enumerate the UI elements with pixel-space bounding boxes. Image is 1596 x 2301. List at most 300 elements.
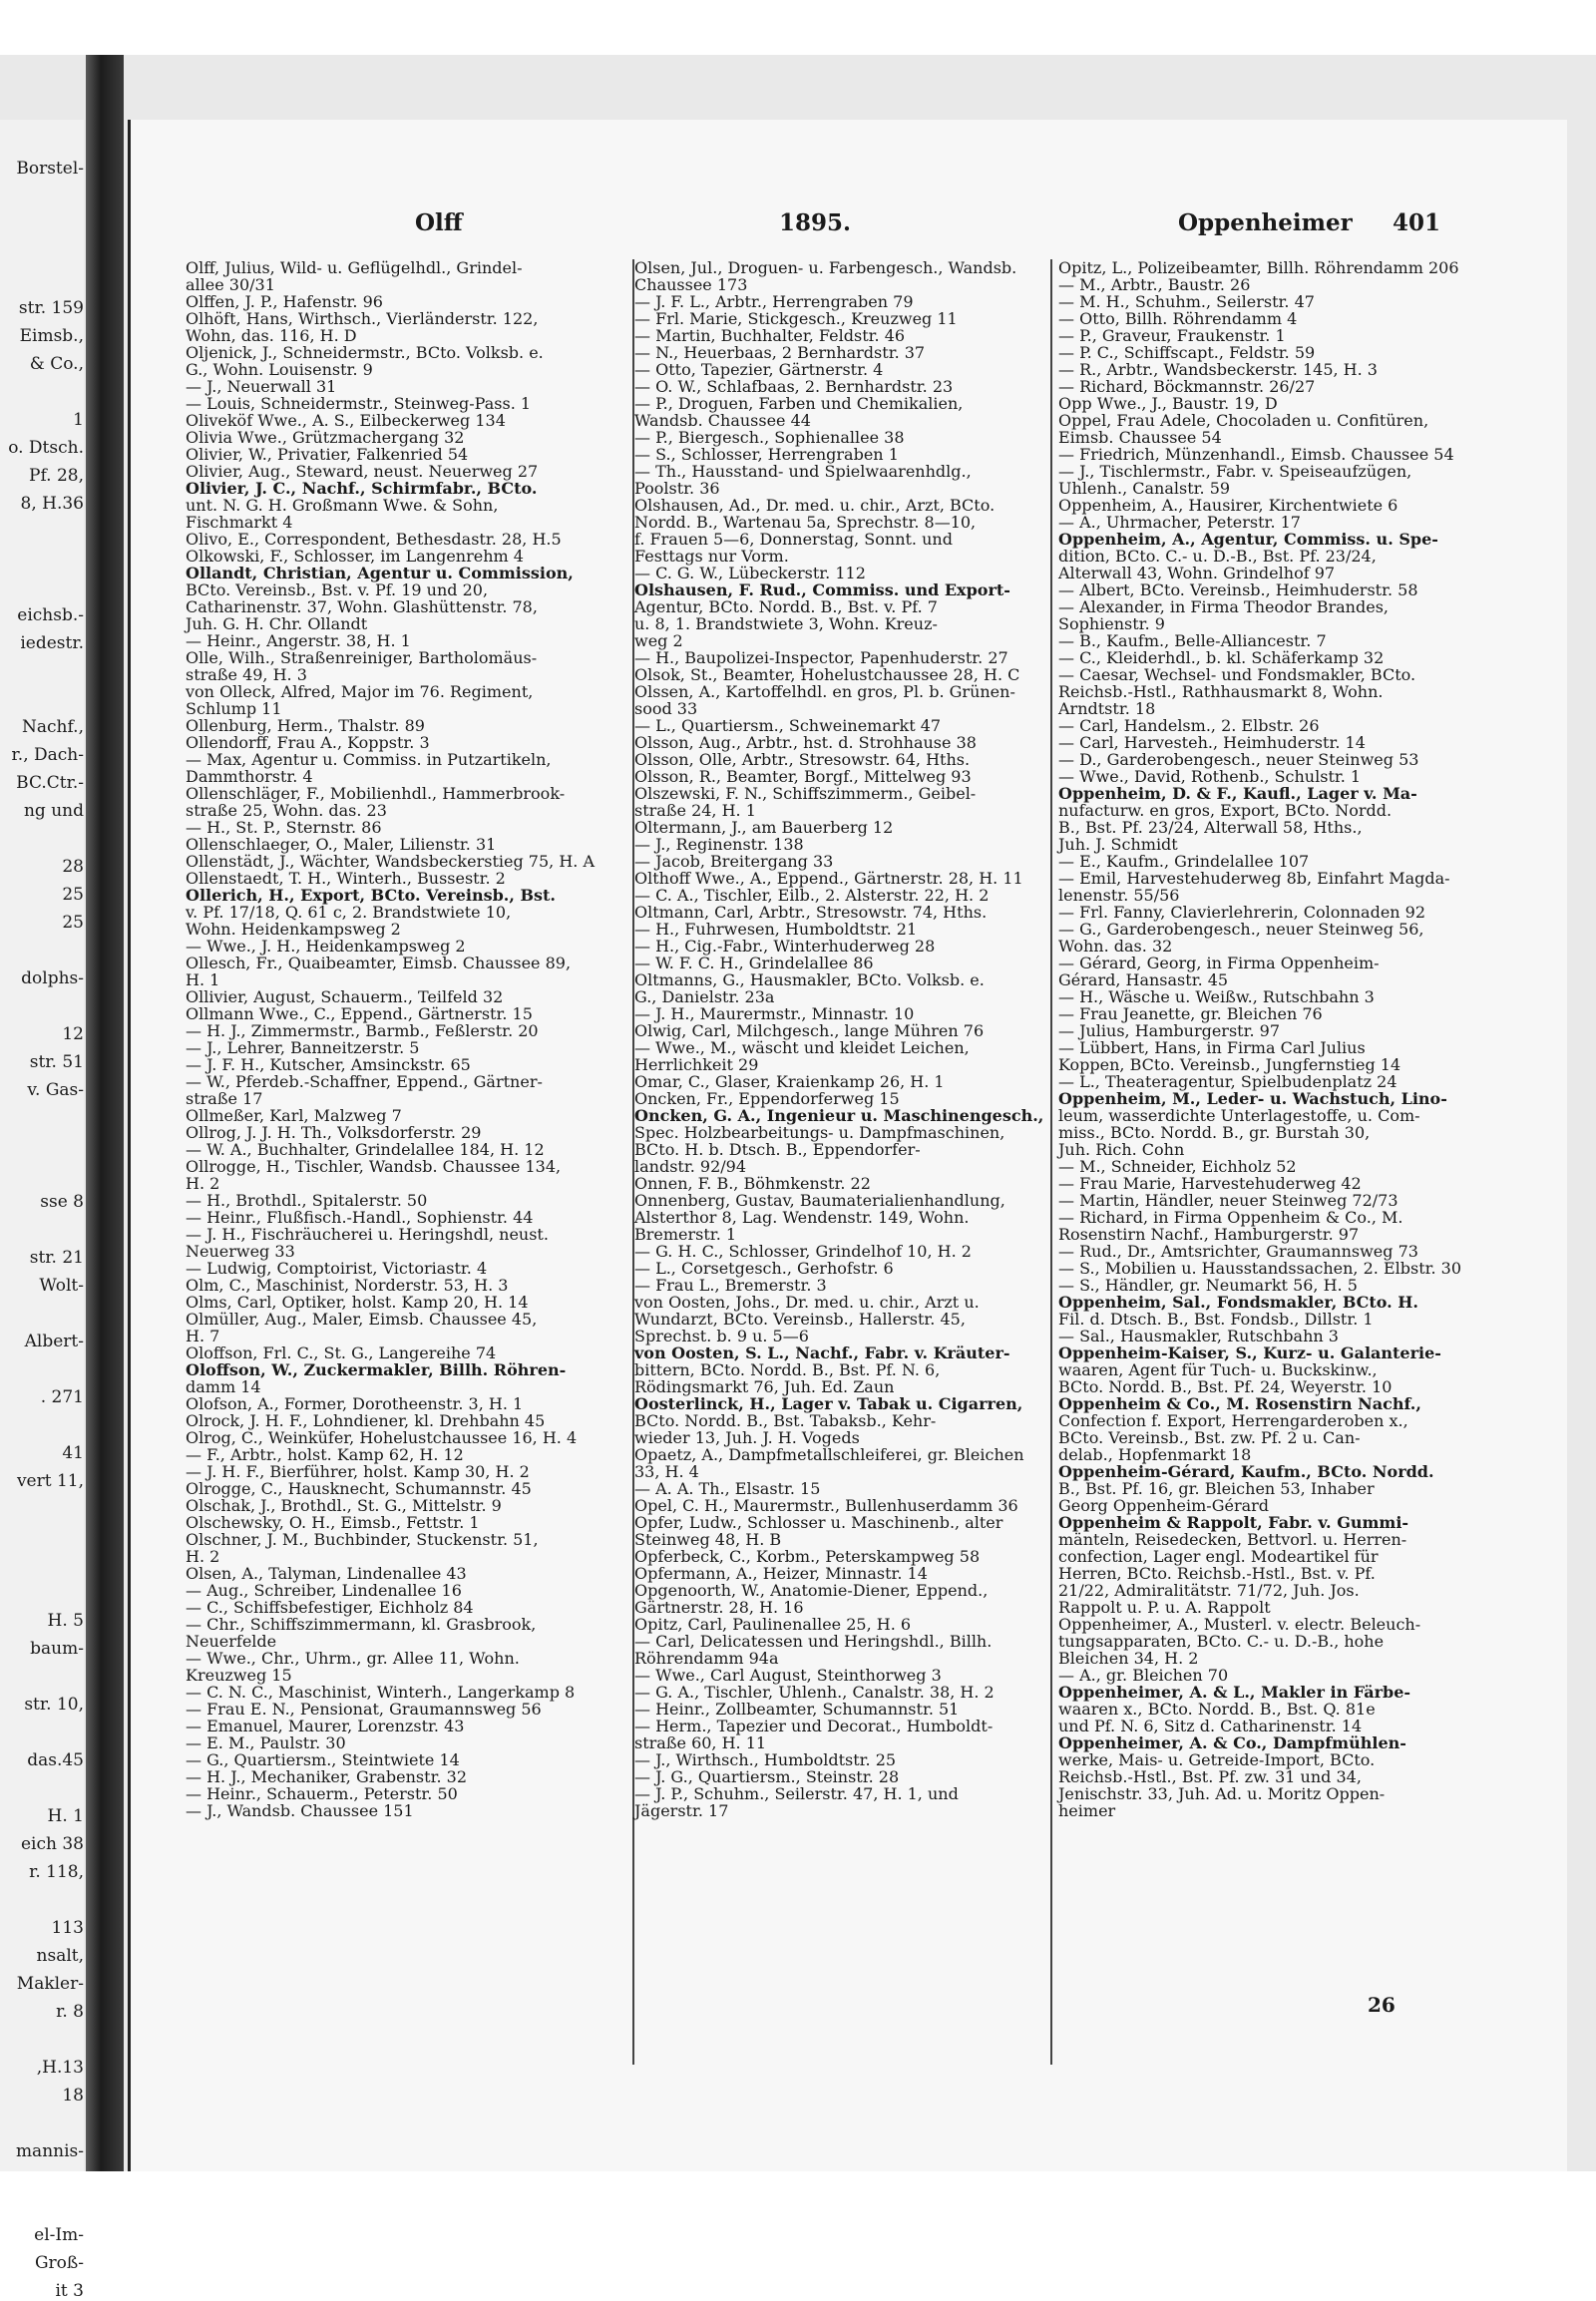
- directory-entry-line: Neuerfelde: [186, 1632, 277, 1651]
- directory-entry-line: — P. C., Schiffscapt., Feldstr. 59: [1058, 343, 1316, 362]
- directory-page: [128, 120, 1567, 2171]
- directory-entry-line: — W. A., Buchhalter, Grindelallee 184, H. 12: [186, 1140, 545, 1159]
- directory-entry-line: — S., Mobilien u. Hausstandssachen, 2. Elbstr. 30: [1058, 1259, 1462, 1278]
- directory-entry-line: Ollenschläger, F., Mobilienhdl., Hammerbrook-: [186, 784, 566, 803]
- directory-entry-line: — Martin, Buchhalter, Feldstr. 46: [634, 326, 906, 345]
- directory-entry-line: confection, Lager engl. Modeartikel für: [1058, 1547, 1379, 1566]
- directory-entry-line: — Gérard, Georg, in Firma Oppenheim-: [1058, 954, 1380, 972]
- directory-entry-line: Olshausen, Ad., Dr. med. u. chir., Arzt, BCto.: [634, 496, 996, 515]
- directory-entry-line: G., Wohn. Louisenstr. 9: [186, 360, 373, 379]
- directory-entry-line: Olms, Carl, Optiker, holst. Kamp 20, H. 14: [186, 1293, 529, 1312]
- directory-entry-line: Olsen, Jul., Droguen- u. Farbengesch., Wandsb.: [634, 258, 1017, 277]
- directory-entry-line: 33, H. 4: [634, 1462, 699, 1481]
- directory-entry-line: — S., Händler, gr. Neumarkt 56, H. 5: [1058, 1276, 1358, 1295]
- directory-entry-line: Opitz, L., Polizeibeamter, Billh. Röhrendamm 206: [1058, 258, 1459, 277]
- directory-entry-line: f. Frauen 5—6, Donnerstag, Sonnt. und: [634, 530, 953, 549]
- directory-entry-line: werke, Mais- u. Getreide-Import, BCto.: [1058, 1750, 1376, 1769]
- directory-entry-line: Ollesch, Fr., Quaibeamter, Eimsb. Chaussee 89,: [186, 954, 572, 972]
- directory-entry-line: Opferbeck, C., Korbm., Peterskampweg 58: [634, 1547, 981, 1566]
- directory-entry-line: Herrlichkeit 29: [634, 1055, 759, 1074]
- directory-entry-line: Ollrogge, H., Tischler, Wandsb. Chaussee 134,: [186, 1157, 562, 1176]
- directory-entry-line: — Sal., Hausmakler, Rutschbahn 3: [1058, 1327, 1339, 1345]
- previous-page-fragment: H. 1: [47, 1806, 84, 1826]
- directory-entry-line: — J., Neuerwall 31: [186, 377, 337, 396]
- previous-page-fragment: mannis-: [15, 2141, 84, 2161]
- directory-entry-line: — Heinr., Schauerm., Peterstr. 50: [186, 1784, 458, 1803]
- directory-entry-line: Steinweg 48, H. B: [634, 1530, 782, 1549]
- directory-entry-line: — J., Wandsb. Chaussee 151: [186, 1801, 414, 1820]
- directory-entry-line: — Richard, Böckmannstr. 26/27: [1058, 377, 1316, 396]
- previous-page-fragment: das.45: [27, 1750, 84, 1770]
- directory-entry-line: Oljenick, J., Schneidermstr., BCto. Volksb. e.: [186, 343, 544, 362]
- directory-entry-line: Olssen, A., Kartoffelhdl. en gros, Pl. b. Grünen-: [634, 682, 1015, 701]
- directory-entry-line: — M. H., Schuhm., Seilerstr. 47: [1058, 292, 1315, 311]
- directory-entry-line: Rödingsmarkt 76, Juh. Ed. Zaun: [634, 1377, 895, 1396]
- directory-entry-line: Opitz, Carl, Paulinenallee 25, H. 6: [634, 1615, 912, 1634]
- directory-entry-line: — J., Wirthsch., Humboldtstr. 25: [634, 1750, 897, 1769]
- directory-entry-line: Ollerich, H., Export, BCto. Vereinsb., Bst.: [186, 886, 556, 905]
- directory-entry-line: allee 30/31: [186, 275, 275, 294]
- directory-entry-line: H. 2: [186, 1174, 220, 1193]
- directory-entry-line: Koppen, BCto. Vereinsb., Jungfernstieg 14: [1058, 1055, 1401, 1074]
- previous-page-fragment: ng und: [23, 801, 84, 821]
- previous-page-fragment: nsalt,: [36, 1946, 84, 1966]
- directory-entry-line: Oppenheimer, A., Musterl. v. electr. Beleuch-: [1058, 1615, 1421, 1634]
- directory-entry-line: — C. A., Tischler, Eilb., 2. Alsterstr. 22, H. 2: [634, 886, 990, 905]
- directory-entry-line: dition, BCto. C.- u. D.-B., Bst. Pf. 23/24,: [1058, 547, 1377, 566]
- directory-entry-line: — J., Tischlermstr., Fabr. v. Speiseaufzügen,: [1058, 462, 1412, 481]
- previous-page-fragment: Borstel-: [16, 159, 84, 179]
- previous-page-fragment: str. 10,: [24, 1695, 84, 1715]
- directory-entry-line: — H., Fuhrwesen, Humboldtstr. 21: [634, 920, 918, 939]
- directory-entry-line: Oppel, Frau Adele, Chocoladen u. Confitüren,: [1058, 411, 1429, 430]
- directory-entry-line: — Jacob, Breitergang 33: [634, 852, 834, 871]
- directory-entry-line: Fischmarkt 4: [186, 513, 293, 532]
- previous-page-fragment: r. 8: [56, 2002, 84, 2022]
- previous-page-fragment: 41: [62, 1443, 84, 1463]
- previous-page-fragment: Eimsb.,: [19, 326, 84, 346]
- directory-entry-line: Oppenheim, M., Leder- u. Wachstuch, Lino-: [1058, 1089, 1447, 1108]
- previous-page-fragment: 28: [62, 857, 84, 877]
- previous-page-fragment: Groß-: [34, 2253, 84, 2273]
- directory-entry-line: Onnenberg, Gustav, Baumaterialienhandlung,: [634, 1191, 1005, 1210]
- directory-entry-line: Wundarzt, BCto. Vereinsb., Hallerstr. 45,: [634, 1310, 966, 1329]
- directory-entry-line: H. 7: [186, 1327, 220, 1345]
- directory-entry-line: Opgenoorth, W., Anatomie-Diener, Eppend.,: [634, 1581, 989, 1600]
- directory-entry-line: Ollenstaedt, T. H., Winterh., Bussestr. 2: [186, 869, 506, 888]
- previous-page-fragment: eich 38: [20, 1834, 84, 1854]
- directory-entry-line: — A., Uhrmacher, Peterstr. 17: [1058, 513, 1301, 532]
- page-number: 401: [1393, 209, 1441, 236]
- previous-page-fragment: 8, H.36: [20, 494, 84, 514]
- directory-entry-line: Olsson, R., Beamter, Borgf., Mittelweg 93: [634, 767, 972, 786]
- directory-entry-line: — Frl. Marie, Stickgesch., Kreuzweg 11: [634, 309, 958, 328]
- directory-entry-line: von Oosten, Johs., Dr. med. u. chir., Arzt u.: [634, 1293, 980, 1312]
- directory-entry-line: Oltmanns, G., Hausmakler, BCto. Volksb. e.: [634, 970, 985, 989]
- directory-entry-line: Ollmeßer, Karl, Malzweg 7: [186, 1106, 402, 1125]
- directory-entry-line: — Ludwig, Comptoirist, Victoriastr. 4: [186, 1259, 488, 1278]
- directory-entry-line: — C. G. W., Lübeckerstr. 112: [634, 564, 866, 582]
- previous-page-fragment: str. 159: [18, 298, 84, 318]
- directory-entry-line: — Emanuel, Maurer, Lorenzstr. 43: [186, 1717, 465, 1735]
- directory-entry-line: — Alexander, in Firma Theodor Brandes,: [1058, 597, 1389, 616]
- directory-entry-line: — W. F. C. H., Grindelallee 86: [634, 954, 874, 972]
- directory-entry-line: straße 17: [186, 1089, 263, 1108]
- directory-entry-line: — Wwe., M., wäscht und kleidet Leichen,: [634, 1038, 970, 1057]
- directory-entry-line: Kreuzweg 15: [186, 1666, 292, 1685]
- header-year: 1895.: [779, 209, 852, 236]
- directory-entry-line: Oppenheim-Gérard, Kaufm., BCto. Nordd.: [1058, 1462, 1434, 1481]
- page-header: [181, 209, 1477, 249]
- directory-entry-line: — C., Schiffsbefestiger, Eichholz 84: [186, 1598, 474, 1617]
- directory-entry-line: Schlump 11: [186, 699, 282, 718]
- previous-page-fragment: it 3: [55, 2281, 84, 2301]
- directory-entry-line: Uhlenh., Canalstr. 59: [1058, 479, 1231, 498]
- directory-entry-line: Poolstr. 36: [634, 479, 720, 498]
- directory-entry-line: waaren x., BCto. Nordd. B., Bst. Q. 81e: [1058, 1700, 1376, 1719]
- directory-entry-line: Olivo, E., Correspondent, Bethesdastr. 28, H.5: [186, 530, 562, 549]
- previous-page-fragment: str. 51: [29, 1052, 84, 1072]
- directory-entry-line: — G. A., Tischler, Uhlenh., Canalstr. 38, H. 2: [634, 1683, 995, 1702]
- directory-entry-line: landstr. 92/94: [634, 1157, 747, 1176]
- directory-entry-line: — Julius, Hamburgerstr. 97: [1058, 1021, 1281, 1040]
- directory-entry-line: B., Bst. Pf. 23/24, Alterwall 58, Hths.,: [1058, 818, 1363, 837]
- directory-entry-line: Nordd. B., Wartenau 5a, Sprechstr. 8—10,: [634, 513, 977, 532]
- directory-entry-line: — J. F. L., Arbtr., Herrengraben 79: [634, 292, 914, 311]
- previous-page-fragment: baum-: [30, 1639, 84, 1659]
- previous-page-fragment: 25: [62, 913, 84, 933]
- directory-entry-line: Opfermann, A., Heizer, Minnastr. 14: [634, 1564, 928, 1583]
- directory-entry-line: — J. H., Maurermstr., Minnastr. 10: [634, 1004, 915, 1023]
- directory-entry-line: weg 2: [634, 631, 683, 650]
- directory-entry-line: Olsen, A., Talyman, Lindenallee 43: [186, 1564, 467, 1583]
- directory-entry-line: Olwig, Carl, Milchgesch., lange Mühren 76: [634, 1021, 985, 1040]
- directory-entry-line: Ollivier, August, Schauerm., Teilfeld 32: [186, 987, 504, 1006]
- directory-entry-line: Gärtnerstr. 28, H. 16: [634, 1598, 804, 1617]
- directory-entry-line: — H., Baupolizei-Inspector, Papenhuderstr. 27: [634, 648, 1008, 667]
- directory-entry-line: — J. G., Quartiersm., Steinstr. 28: [634, 1767, 900, 1786]
- directory-entry-line: — Th., Hausstand- und Spielwaarenhdlg.,: [634, 462, 972, 481]
- directory-entry-line: — Albert, BCto. Vereinsb., Heimhuderstr. 58: [1058, 580, 1418, 599]
- directory-entry-line: — P., Biergesch., Sophienallee 38: [634, 428, 905, 447]
- previous-page-fragment: sse 8: [40, 1192, 84, 1212]
- directory-entry-line: — A., gr. Bleichen 70: [1058, 1666, 1229, 1685]
- directory-entry-line: Olrock, J. H. F., Lohndiener, kl. Drehbahn 45: [186, 1411, 546, 1430]
- directory-entry-line: Eimsb. Chaussee 54: [1058, 428, 1222, 447]
- directory-entry-line: — J., Reginenstr. 138: [634, 835, 804, 854]
- book-spine: [86, 55, 124, 2171]
- previous-page-fragment: BC.Ctr.-: [16, 773, 84, 793]
- directory-entry-line: — H. J., Zimmermstr., Barmb., Feßlerstr. 20: [186, 1021, 539, 1040]
- directory-entry-line: Ollmann Wwe., C., Eppend., Gärtnerstr. 15: [186, 1004, 533, 1023]
- directory-entry-line: Ollandt, Christian, Agentur u. Commission,: [186, 564, 574, 582]
- directory-entry-line: Oppenheim, A., Agentur, Commiss. u. Spe-: [1058, 530, 1438, 549]
- directory-entry-line: Bleichen 34, H. 2: [1058, 1649, 1199, 1668]
- directory-entry-line: Olsson, Aug., Arbtr., hst. d. Strohhause 38: [634, 733, 977, 752]
- directory-entry-line: Dammthorstr. 4: [186, 767, 313, 786]
- previous-page-fragment: Makler-: [16, 1974, 84, 1994]
- directory-entry-line: — P., Droguen, Farben und Chemikalien,: [634, 394, 964, 413]
- directory-entry-line: — J., Lehrer, Banneitzerstr. 5: [186, 1038, 420, 1057]
- directory-entry-line: — Lübbert, Hans, in Firma Carl Julius: [1058, 1038, 1366, 1057]
- directory-entry-line: Ollrog, J. J. H. Th., Volksdorferstr. 29: [186, 1123, 482, 1142]
- directory-entry-line: Olivier, W., Privatier, Falkenried 54: [186, 445, 469, 464]
- directory-entry-line: Bremerstr. 1: [634, 1225, 737, 1244]
- directory-entry-line: Omar, C., Glaser, Kraienkamp 26, H. 1: [634, 1072, 945, 1091]
- directory-entry-line: Wohn. Heidenkampsweg 2: [186, 920, 401, 939]
- directory-entry-line: und Pf. N. 6, Sitz d. Catharinenstr. 14: [1058, 1717, 1363, 1735]
- directory-entry-line: Oncken, G. A., Ingenieur u. Maschinengesch.,: [634, 1106, 1044, 1125]
- previous-page-fragment: iedestr.: [20, 633, 84, 653]
- directory-entry-line: heimer: [1058, 1801, 1116, 1820]
- directory-entry-line: — Wwe., Carl August, Steinthorweg 3: [634, 1666, 942, 1685]
- directory-entry-line: — M., Arbtr., Baustr. 26: [1058, 275, 1251, 294]
- directory-entry-line: — Carl, Handelsm., 2. Elbstr. 26: [1058, 716, 1320, 735]
- header-left-catchword: Olff: [415, 209, 463, 236]
- directory-entry-line: von Olleck, Alfred, Major im 76. Regiment,: [186, 682, 534, 701]
- directory-entry-line: — H., Cig.-Fabr., Winterhuderweg 28: [634, 937, 936, 956]
- directory-entry-line: — Frau L., Bremerstr. 3: [634, 1276, 827, 1295]
- directory-entry-line: Olsson, Olle, Arbtr., Stresowstr. 64, Hths.: [634, 750, 971, 769]
- directory-entry-line: Olthoff Wwe., A., Eppend., Gärtnerstr. 28, H. 11: [634, 869, 1023, 888]
- directory-entry-line: — J. P., Schuhm., Seilerstr. 47, H. 1, und: [634, 1784, 959, 1803]
- signature-mark: 26: [1368, 1993, 1396, 2017]
- directory-entry-line: — Wwe., J. H., Heidenkampsweg 2: [186, 937, 466, 956]
- directory-entry-line: — Emil, Harvestehuderweg 8b, Einfahrt Magda-: [1058, 869, 1450, 888]
- directory-entry-line: — Frau E. N., Pensionat, Graumannsweg 56: [186, 1700, 542, 1719]
- directory-entry-line: Olivier, Aug., Steward, neust. Neuerweg 27: [186, 462, 539, 481]
- directory-entry-line: Oloffson, W., Zuckermakler, Billh. Röhren-: [186, 1360, 567, 1379]
- previous-page-fragment: v. Gas-: [27, 1080, 84, 1100]
- previous-page-fragment: 25: [62, 885, 84, 905]
- directory-entry-line: damm 14: [186, 1377, 261, 1396]
- previous-page-fragment: & Co.,: [29, 354, 84, 374]
- directory-entry-line: — Frau Marie, Harvestehuderweg 42: [1058, 1174, 1362, 1193]
- directory-column-2: [634, 259, 1043, 2085]
- directory-entry-line: Arndtstr. 18: [1058, 699, 1156, 718]
- previous-page-fragment: Wolt-: [39, 1276, 84, 1296]
- previous-page-fragment: eichsb.-: [17, 605, 84, 625]
- directory-entry-line: — J. H., Fischräucherei u. Heringshdl, neust.: [186, 1225, 549, 1244]
- directory-entry-line: Wohn, das. 116, H. D: [186, 326, 357, 345]
- directory-entry-line: — Max, Agentur u. Commiss. in Putzartikeln,: [186, 750, 552, 769]
- directory-entry-line: Ollenstädt, J., Wächter, Wandsbeckerstieg 75, H. A: [186, 852, 595, 871]
- directory-entry-line: Juh. J. Schmidt: [1058, 835, 1178, 854]
- directory-entry-line: Opaetz, A., Dampfmetallschleiferei, gr. Bleichen: [634, 1445, 1024, 1464]
- directory-entry-line: — Carl, Delicatessen und Heringshdl., Billh.: [634, 1632, 993, 1651]
- directory-entry-line: Alsterthor 8, Lag. Wendenstr. 149, Wohn.: [634, 1208, 970, 1227]
- previous-page-fragment: Pf. 28,: [29, 466, 84, 486]
- directory-entry-line: straße 24, H. 1: [634, 801, 756, 820]
- previous-page-fragment: Nachf.,: [22, 717, 84, 737]
- directory-column-1: [186, 259, 634, 2085]
- directory-entry-line: — Frl. Fanny, Clavierlehrerin, Colonnaden 92: [1058, 903, 1426, 922]
- directory-entry-line: BCto. H. b. Dtsch. B., Eppendorfer-: [634, 1140, 921, 1159]
- directory-entry-line: — Heinr., Zollbeamter, Schumannstr. 51: [634, 1700, 960, 1719]
- directory-entry-line: — F., Arbtr., holst. Kamp 62, H. 12: [186, 1445, 464, 1464]
- directory-entry-line: Oppenheim, Sal., Fondsmakler, BCto. H.: [1058, 1293, 1418, 1312]
- previous-page-fragment: 113: [51, 1918, 84, 1938]
- directory-entry-line: Oppenheim, A., Hausirer, Kirchentwiete 6: [1058, 496, 1398, 515]
- directory-entry-line: Rosenstirn Nachf., Hamburgerstr. 97: [1058, 1225, 1360, 1244]
- directory-entry-line: — G. H. C., Schlosser, Grindelhof 10, H. 2: [634, 1242, 972, 1261]
- directory-entry-line: — C., Kleiderhdl., b. kl. Schäferkamp 32: [1058, 648, 1385, 667]
- directory-entry-line: Wandsb. Chaussee 44: [634, 411, 811, 430]
- directory-entry-line: G., Danielstr. 23a: [634, 987, 775, 1006]
- directory-entry-line: lenenstr. 55/56: [1058, 886, 1180, 905]
- directory-entry-line: Jägerstr. 17: [634, 1801, 729, 1820]
- directory-entry-line: Oppenheim, D. & F., Kaufl., Lager v. Ma-: [1058, 784, 1417, 803]
- directory-entry-line: nufacturw. en gros, Export, BCto. Nordd.: [1058, 801, 1393, 820]
- directory-entry-line: Spec. Holzbearbeitungs- u. Dampfmaschinen,: [634, 1123, 1005, 1142]
- directory-entry-line: H. 1: [186, 970, 220, 989]
- directory-entry-line: Olschewsky, O. H., Eimsb., Fettstr. 1: [186, 1513, 480, 1532]
- directory-entry-line: H. 2: [186, 1547, 220, 1566]
- directory-entry-line: Olrogge, C., Hausknecht, Schumannstr. 45: [186, 1479, 532, 1498]
- directory-entry-line: Olivia Wwe., Grützmachergang 32: [186, 428, 465, 447]
- directory-entry-line: bittern, BCto. Nordd. B., Bst. Pf. N. 6,: [634, 1360, 941, 1379]
- directory-entry-line: Georg Oppenheim-Gérard: [1058, 1496, 1270, 1515]
- directory-entry-line: Oppenheim & Rappolt, Fabr. v. Gummi-: [1058, 1513, 1409, 1532]
- directory-entry-line: BCto. Vereinsb., Bst. zw. Pf. 2 u. Can-: [1058, 1428, 1361, 1447]
- directory-entry-line: — Louis, Schneidermstr., Steinweg-Pass. 1: [186, 394, 532, 413]
- directory-entry-line: mänteln, Reisedecken, Bettvorl. u. Herren-: [1058, 1530, 1407, 1549]
- previous-page-fragment: o. Dtsch.: [8, 438, 84, 458]
- directory-entry-line: Oloffson, Frl. C., St. G., Langereihe 74: [186, 1343, 497, 1362]
- directory-entry-line: — Rud., Dr., Amtsrichter, Graumannsweg 73: [1058, 1242, 1418, 1261]
- directory-entry-line: v. Pf. 17/18, Q. 61 c, 2. Brandstwiete 10,: [186, 903, 512, 922]
- directory-entry-line: Alterwall 43, Wohn. Grindelhof 97: [1058, 564, 1336, 582]
- directory-entry-line: — W., Pferdeb.-Schaffner, Eppend., Gärtner-: [186, 1072, 543, 1091]
- directory-entry-line: Oppenheim-Kaiser, S., Kurz- u. Galanterie-: [1058, 1343, 1441, 1362]
- directory-entry-line: Olm, C., Maschinist, Norderstr. 53, H. 3: [186, 1276, 509, 1295]
- directory-entry-line: — J. F. H., Kutscher, Amsinckstr. 65: [186, 1055, 471, 1074]
- directory-entry-line: Olschner, J. M., Buchbinder, Stuckenstr. 51,: [186, 1530, 539, 1549]
- directory-entry-line: Sophienstr. 9: [1058, 614, 1165, 633]
- directory-entry-line: 21/22, Admiralitätstr. 71/72, Juh. Jos.: [1058, 1581, 1360, 1600]
- directory-entry-line: Rappolt u. P. u. A. Rappolt: [1058, 1598, 1271, 1617]
- directory-entry-line: Oltermann, J., am Bauerberg 12: [634, 818, 894, 837]
- directory-entry-line: Olkowski, F., Schlosser, im Langenrehm 4: [186, 547, 524, 566]
- directory-entry-line: — A. A. Th., Elsastr. 15: [634, 1479, 821, 1498]
- directory-entry-line: von Oosten, S. L., Nachf., Fabr. v. Kräuter-: [634, 1343, 1010, 1362]
- directory-entry-line: Oppenheimer, A. & L., Makler in Färbe-: [1058, 1683, 1411, 1702]
- directory-entry-line: — L., Quartiersm., Schweinemarkt 47: [634, 716, 942, 735]
- previous-page-fragment: 18: [62, 2086, 84, 2106]
- directory-entry-line: — Friedrich, Münzenhandl., Eimsb. Chaussee 54: [1058, 445, 1454, 464]
- directory-entry-line: — L., Corsetgesch., Gerhofstr. 6: [634, 1259, 894, 1278]
- directory-entry-line: Ollenburg, Herm., Thalstr. 89: [186, 716, 425, 735]
- directory-entry-line: — Frau Jeanette, gr. Bleichen 76: [1058, 1004, 1323, 1023]
- directory-entry-line: Oosterlinck, H., Lager v. Tabak u. Cigarren,: [634, 1394, 1023, 1413]
- directory-entry-line: Oppenheimer, A. & Co., Dampfmühlen-: [1058, 1733, 1406, 1752]
- directory-entry-line: Juh. Rich. Cohn: [1058, 1140, 1185, 1159]
- directory-entry-line: Olivier, J. C., Nachf., Schirmfabr., BCto.: [186, 479, 538, 498]
- directory-entry-line: — H., Brothdl., Spitalerstr. 50: [186, 1191, 428, 1210]
- directory-entry-line: — Richard, in Firma Oppenheim & Co., M.: [1058, 1208, 1403, 1227]
- directory-entry-line: BCto. Nordd. B., Bst. Pf. 24, Weyerstr. 10: [1058, 1377, 1393, 1396]
- directory-entry-line: Olff, Julius, Wild- u. Geflügelhdl., Grindel-: [186, 258, 523, 277]
- directory-entry-line: — H. J., Mechaniker, Grabenstr. 32: [186, 1767, 467, 1786]
- directory-entry-line: Röhrendamm 94a: [634, 1649, 779, 1668]
- directory-entry-line: — Wwe., David, Rothenb., Schulstr. 1: [1058, 767, 1362, 786]
- directory-entry-line: unt. N. G. H. Großmann Wwe. & Sohn,: [186, 496, 499, 515]
- directory-entry-line: — B., Kaufm., Belle-Alliancestr. 7: [1058, 631, 1327, 650]
- directory-entry-line: Olshausen, F. Rud., Commiss. und Export-: [634, 580, 1010, 599]
- directory-entry-line: sood 33: [634, 699, 698, 718]
- directory-entry-line: — S., Schlosser, Herrengraben 1: [634, 445, 899, 464]
- previous-page-fragment: el-Im-: [34, 2225, 84, 2245]
- directory-entry-line: Opfer, Ludw., Schlosser u. Maschinenb., alter: [634, 1513, 1003, 1532]
- previous-page-fragment: . 271: [40, 1387, 84, 1407]
- directory-entry-line: BCto. Nordd. B., Bst. Tabaksb., Kehr-: [634, 1411, 937, 1430]
- directory-entry-line: delab., Hopfenmarkt 18: [1058, 1445, 1252, 1464]
- directory-entry-line: Oppenheim & Co., M. Rosenstirn Nachf.,: [1058, 1394, 1421, 1413]
- directory-entry-line: Agentur, BCto. Nordd. B., Bst. v. Pf. 7: [634, 597, 938, 616]
- directory-entry-line: — O. W., Schlafbaas, 2. Bernhardstr. 23: [634, 377, 954, 396]
- directory-entry-line: straße 60, H. 11: [634, 1733, 767, 1752]
- directory-entry-line: — C. N. C., Maschinist, Winterh., Langerkamp 8: [186, 1683, 576, 1702]
- directory-entry-line: — Herm., Tapezier und Decorat., Humboldt-: [634, 1717, 994, 1735]
- header-right-catchword: Oppenheimer: [1178, 209, 1353, 236]
- directory-entry-line: Sprechst. b. 9 u. 5—6: [634, 1327, 809, 1345]
- directory-entry-line: Fil. d. Dtsch. B., Bst. Fondsb., Dillstr. 1: [1058, 1310, 1374, 1329]
- directory-entry-line: — L., Theateragentur, Spielbudenplatz 24: [1058, 1072, 1397, 1091]
- directory-entry-line: — Wwe., Chr., Uhrm., gr. Allee 11, Wohn.: [186, 1649, 520, 1668]
- directory-entry-line: tungsapparaten, BCto. C.- u. D.-B., hohe: [1058, 1632, 1385, 1651]
- directory-entry-line: — M., Schneider, Eichholz 52: [1058, 1157, 1297, 1176]
- directory-entry-line: Opel, C. H., Maurermstr., Bullenhuserdamm 36: [634, 1496, 1018, 1515]
- previous-page-fragment: dolphs-: [21, 968, 84, 988]
- directory-entry-line: miss., BCto. Nordd. B., gr. Burstah 30,: [1058, 1123, 1371, 1142]
- previous-page-fragment: str. 21: [29, 1248, 84, 1268]
- directory-entry-line: straße 25, Wohn. das. 23: [186, 801, 387, 820]
- directory-column-3: [1058, 259, 1477, 2085]
- directory-entry-line: — Heinr., Flußfisch.-Handl., Sophienstr. 44: [186, 1208, 534, 1227]
- directory-entry-line: — Caesar, Wechsel- und Fondsmakler, BCto.: [1058, 665, 1416, 684]
- previous-page-fragment: vert 11,: [16, 1471, 84, 1491]
- directory-entry-line: Olffen, J. P., Hafenstr. 96: [186, 292, 383, 311]
- directory-entry-line: Wohn. das. 32: [1058, 937, 1173, 956]
- directory-entry-line: Neuerweg 33: [186, 1242, 295, 1261]
- directory-entry-line: — Carl, Harvesteh., Heimhuderstr. 14: [1058, 733, 1366, 752]
- directory-entry-line: Ollendorff, Frau A., Koppstr. 3: [186, 733, 430, 752]
- previous-page-fragment: H. 5: [47, 1611, 84, 1631]
- directory-entry-line: — Otto, Billh. Röhrendamm 4: [1058, 309, 1298, 328]
- directory-entry-line: waaren, Agent für Tuch- u. Buckskinw.,: [1058, 1360, 1378, 1379]
- directory-entry-line: Oliveköf Wwe., A. S., Eilbeckerweg 134: [186, 411, 506, 430]
- directory-entry-line: — P., Graveur, Fraukenstr. 1: [1058, 326, 1286, 345]
- directory-entry-line: Herren, BCto. Reichsb.-Hstl., Bst. v. Pf.: [1058, 1564, 1376, 1583]
- directory-entry-line: Olsok, St., Beamter, Hohelustchaussee 28, H. C: [634, 665, 1020, 684]
- directory-entry-line: B., Bst. Pf. 16, gr. Bleichen 53, Inhaber: [1058, 1479, 1375, 1498]
- directory-entry-line: Juh. G. H. Chr. Ollandt: [186, 614, 368, 633]
- directory-entry-line: — Chr., Schiffszimmermann, kl. Grasbrook,: [186, 1615, 537, 1634]
- directory-entry-line: wieder 13, Juh. J. H. Vogeds: [634, 1428, 860, 1447]
- directory-entry-line: Oltmann, Carl, Arbtr., Stresowstr. 74, Hths.: [634, 903, 988, 922]
- directory-entry-line: Reichsb.-Hstl., Bst. Pf. zw. 31 und 34,: [1058, 1767, 1362, 1786]
- directory-entry-line: — G., Garderobengesch., neuer Steinweg 56,: [1058, 920, 1424, 939]
- directory-entry-line: — N., Heuerbaas, 2 Bernhardstr. 37: [634, 343, 926, 362]
- directory-entry-line: Olmüller, Aug., Maler, Eimsb. Chaussee 45,: [186, 1310, 538, 1329]
- directory-entry-line: — Heinr., Angerstr. 38, H. 1: [186, 631, 411, 650]
- directory-entry-line: leum, wasserdichte Unterlagestoffe, u. Com-: [1058, 1106, 1420, 1125]
- column-divider: [1050, 259, 1052, 2065]
- directory-entry-line: Confection f. Export, Herrengarderoben x.,: [1058, 1411, 1408, 1430]
- directory-entry-line: — G., Quartiersm., Steintwiete 14: [186, 1750, 460, 1769]
- directory-entry-line: Olhöft, Hans, Wirthsch., Vierländerstr. 122,: [186, 309, 539, 328]
- directory-entry-line: straße 49, H. 3: [186, 665, 307, 684]
